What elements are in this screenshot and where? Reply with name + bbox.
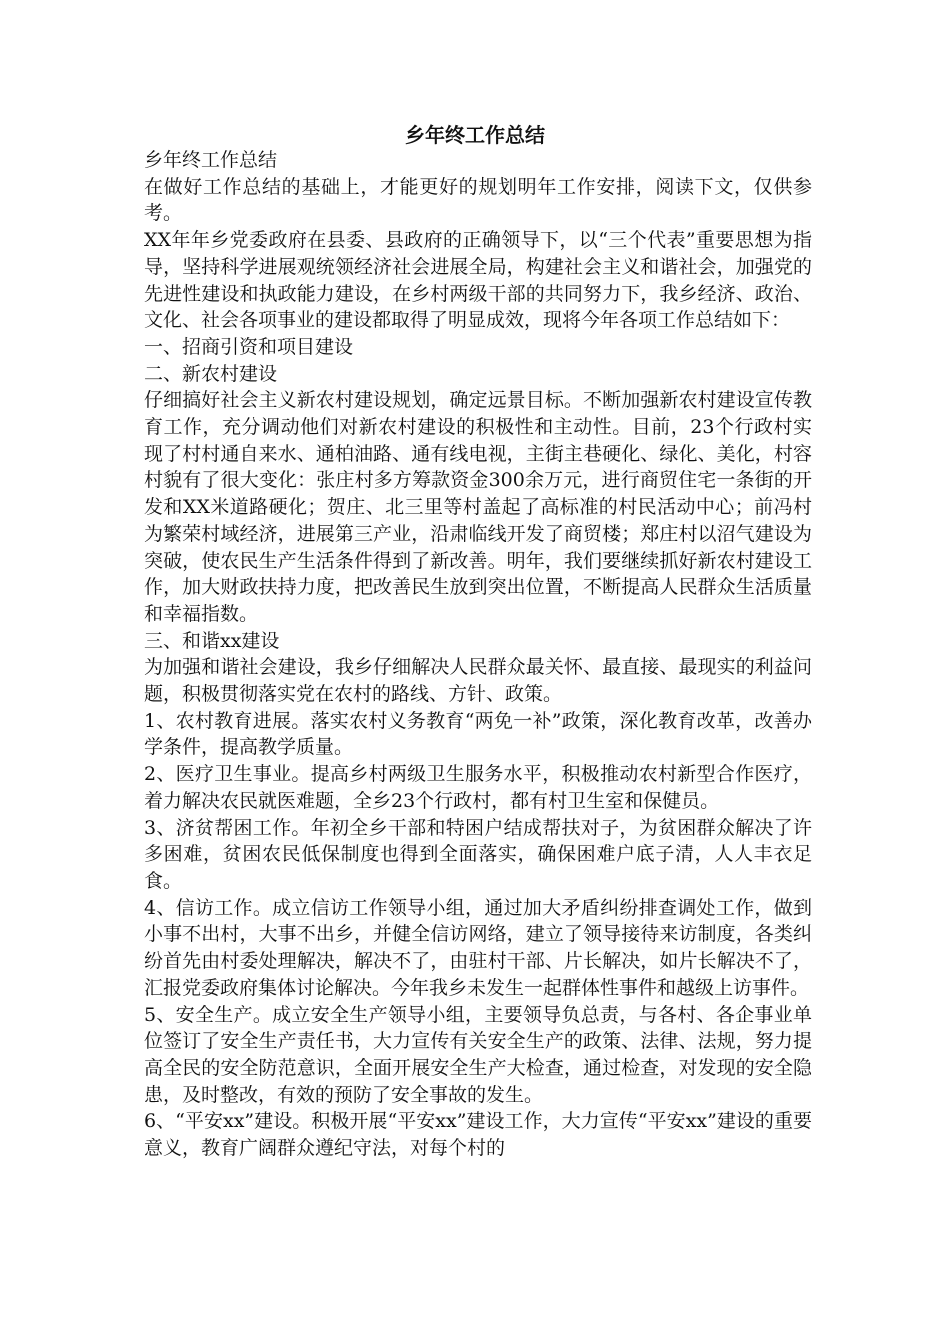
harmony-intro-paragraph: 为加强和谐社会建设，我乡仔细解决人民群众最关怀、最直接、最现实的利益问题，积极贯彻落实党在农村的路线、方针、政策。 [144, 656, 812, 706]
intro-paragraph: 在做好工作总结的基础上，才能更好的规划明年工作安排，阅读下文，仅供参考。 [144, 175, 812, 225]
item-education: 1、农村教育进展。落实农村义务教育“两免一补”政策，深化教育改革，改善办学条件，提高教学质量。 [144, 709, 812, 759]
item-poverty-relief: 3、济贫帮困工作。年初全乡干部和特困户结成帮扶对子，为贫困群众解决了许多困难，贫困农民低保制度也得到全面落实，确保困难户底子清，人人丰衣足食。 [144, 816, 812, 892]
item-petition: 4、信访工作。成立信访工作领导小组，通过加大矛盾纠纷排查调处工作，做到小事不出村，大事不出乡，并健全信访网络，建立了领导接待来访制度，各类纠纷首先由村委处理解决，解决不了，由驻村干部、片长解决，如片长解决不了，汇报党委政府集体讨论解决。今年我乡未发生一起群体性事件和越级上访事件。 [144, 896, 812, 999]
document-title: 乡年终工作总结 [405, 123, 545, 147]
subtitle-line: 乡年终工作总结 [144, 149, 278, 171]
section-heading-investment: 一、招商引资和项目建设 [144, 335, 354, 358]
item-medical: 2、医疗卫生事业。提高乡村两级卫生服务水平，积极推动农村新型合作医疗，着力解决农民就医难题，全乡23个行政村，都有村卫生室和保健员。 [144, 763, 812, 812]
item-peace-building: 6、“平安xx”建设。积极开展“平安xx”建设工作，大力宣传“平安xx”建设的重要意义，教育广阔群众遵纪守法，对每个村的 [144, 1110, 812, 1160]
new-village-paragraph: 仔细搞好社会主义新农村建设规划，确定远景目标。不断加强新农村建设宣传教育工作，充分调动他们对新农村建设的积极性和主动性。目前，23个行政村实现了村村通自来水、通柏油路、通有线电视，主街主巷硬化、绿化、美化，村容村貌有了很大变化：张庄村多方筹款资金300余万元，进行商贸住宅一条街的开发和XX米道路硬化；贺庄、北三里等村盖起了高标准的村民活动中心；前冯村为繁荣村域经济，进展第三产业，沿肃临线开发了商贸楼；郑庄村以沼气建设为突破，使农民生产生活条件得到了新改善。明年，我们要继续抓好新农村建设工作，加大财政扶持力度，把改善民生放到突出位置，不断提高人民群众生活质量和幸福指数。 [144, 389, 812, 625]
section-heading-new-village: 二、新农村建设 [144, 362, 278, 385]
document-body [144, 147, 812, 1162]
item-safety: 5、安全生产。成立安全生产领导小组，主要领导负总责，与各村、各企事业单位签订了安全生产责任书，大力宣传有关安全生产的政策、法律、法规，努力提高全民的安全防范意识，全面开展安全生产大检查，通过检查，对发现的安全隐患，及时整改，有效的预防了安全事故的发生。 [144, 1003, 812, 1106]
section-heading-harmony: 三、和谐xx建设 [144, 629, 280, 652]
overview-paragraph: XX年年乡党委政府在县委、县政府的正确领导下，以“三个代表”重要思想为指导，坚持科学进展观统领经济社会进展全局，构建社会主义和谐社会，加强党的先进性建设和执政能力建设，在乡村两级干部的共同努力下，我乡经济、政治、文化、社会各项事业的建设都取得了明显成效，现将今年各项工作总结如下： [144, 229, 812, 332]
